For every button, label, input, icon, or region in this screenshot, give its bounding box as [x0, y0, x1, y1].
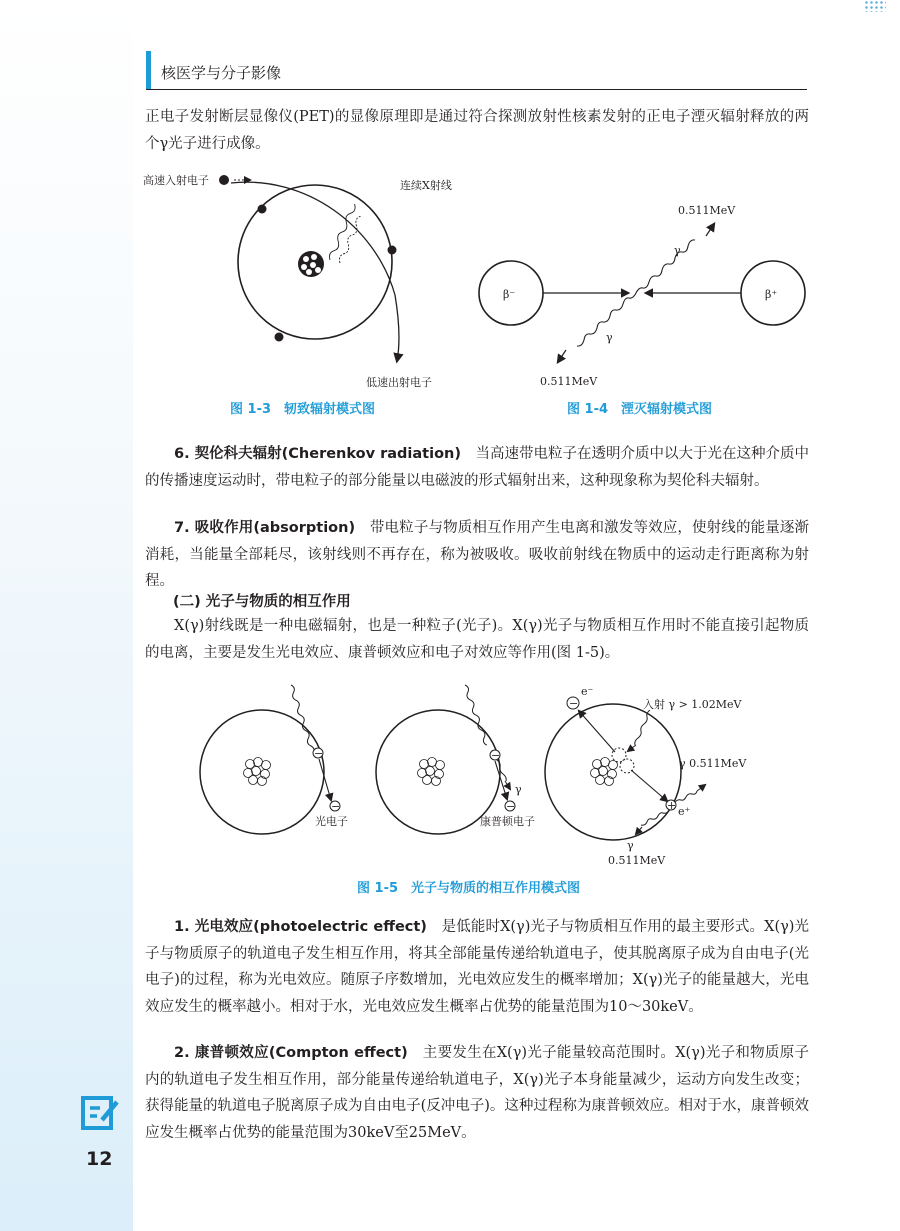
intro-paragraph: 正电子发射断层显像仪(PET)的显像原理即是通过符合探测放射性核素发射的正电子湮灭辐射释放的两个γ光子进行成像。 — [145, 109, 809, 152]
page-number: 12 — [86, 1148, 113, 1170]
photoelectric-heading: 1. 光电效应(photoelectric effect) — [174, 919, 427, 935]
incoming-electron-label: 高速入射电子 — [143, 174, 209, 187]
photoelectric-text: 是低能时X(γ)光子与物质相互作用的最主要形式。X(γ)光子与物质原子的轨道电子发生相互作用，将其全部能量传递给轨道电子，使其脱离原子成为自由电子(光电子)的过程，称为光电效应。随原子序数增加，光电效应发生的概率增加；X(γ)光子的能量越大，光电效应发生的概率越小。相对于水，光电效应发生概率占优势的能量范围为10～30keV。 — [145, 919, 810, 1015]
photoelectron-label: 光电子 — [315, 815, 348, 828]
energy-bottom-label: 0.511MeV — [540, 375, 598, 388]
gamma-bottom-label: γ — [606, 331, 613, 344]
compton-heading: 2. 康普顿效应(Compton effect) — [174, 1045, 408, 1061]
section-7-text: 带电粒子与物质相互作用产生电离和激发等效应，使射线的能量逐渐消耗，当能量全部耗尽，该射线则不再存在，称为被吸收。吸收前射线在物质中的运动走行距离称为射程。 — [145, 520, 810, 589]
note-edit-icon — [80, 1092, 120, 1132]
svg-text:−: − — [569, 697, 579, 710]
figure-1-3-bremsstrahlung — [135, 165, 485, 390]
compton-text: 主要发生在X(γ)光子能量较高范围时。X(γ)光子和物质原子内的轨道电子发生相互作用，部分能量传递给轨道电子，X(γ)光子本身能量减少，运动方向发生改变；获得能量的轨道电子脱离原子成为自由电子(反冲电子)。这种过程称为康普顿效应。相对于水，康普顿效应发生概率占优势的能量范围为30keV至25MeV。 — [145, 1045, 810, 1141]
figure-1-3-caption: 图 1-3 轫致辐射模式图 — [230, 402, 376, 417]
svg-text:+: + — [667, 799, 677, 812]
svg-text:−: − — [314, 747, 324, 760]
compton-atom — [376, 684, 535, 834]
svg-text:−: − — [491, 749, 501, 762]
gamma-energy-bottom-label: 0.511MeV — [608, 854, 666, 867]
section-6-text: 当高速带电粒子在透明介质中以大于光在这种介质中的传播速度运动时，带电粒子的部分能量以电磁波的形式辐射出来，这种现象称为契伦科夫辐射。 — [145, 446, 810, 489]
photon-intro-paragraph: X(γ)射线既是一种电磁辐射，也是一种粒子(光子)。X(γ)光子与物质相互作用时不能直接引起物质的电离，主要是发生光电效应、康普顿效应和电子对效应等作用(图 1-5)。 — [145, 618, 809, 661]
figure-1-5-caption: 图 1-5 光子与物质的相互作用模式图 — [357, 881, 581, 896]
electron-plus-label: e⁺ — [678, 805, 691, 818]
nucleus — [298, 251, 324, 277]
side-band — [0, 0, 133, 1231]
section-7-paragraph — [145, 515, 809, 595]
gamma-wave-up — [636, 240, 695, 293]
photoelectric-atom — [200, 684, 348, 834]
section-6-heading: 6. 契伦科夫辐射(Cherenkov radiation) — [174, 446, 461, 462]
running-header-title: 核医学与分子影像 — [161, 64, 282, 82]
energy-top-label: 0.511MeV — [678, 204, 736, 217]
incoming-electron — [219, 175, 229, 185]
figure-1-4-caption: 图 1-4 湮灭辐射模式图 — [567, 402, 713, 417]
section-6-paragraph — [145, 441, 809, 494]
beta-minus-label: β⁻ — [503, 288, 516, 301]
beta-plus-label: β⁺ — [765, 288, 778, 301]
xray-wave — [320, 204, 364, 260]
electron-minus-label: e⁻ — [581, 685, 594, 698]
gamma-top-label: γ — [674, 244, 681, 257]
section-7-heading: 7. 吸收作用(absorption) — [174, 520, 356, 536]
figure-1-5-photon-interactions — [195, 675, 755, 870]
incident-gamma-label: 入射 γ > 1.02MeV — [643, 698, 742, 711]
header-rule — [146, 89, 807, 90]
header-accent-bar — [146, 51, 151, 89]
svg-text:−: − — [506, 800, 516, 813]
gamma-energy-right-label: γ 0.511MeV — [679, 757, 747, 770]
corner-dots-decoration — [864, 0, 886, 12]
gamma-symbol-bottom: γ — [627, 839, 634, 852]
xray-label: 连续X射线 — [400, 179, 452, 192]
subsection-heading: (二) 光子与物质的相互作用 — [173, 594, 351, 610]
compton-electron-label: 康普顿电子 — [480, 815, 535, 828]
pair-production-atom — [545, 685, 747, 867]
photoelectric-paragraph — [145, 914, 809, 1020]
compton-paragraph — [145, 1040, 809, 1146]
svg-text:−: − — [331, 800, 341, 813]
figure-1-4-annihilation — [478, 196, 818, 396]
svg-text:γ: γ — [515, 783, 522, 796]
outgoing-electron-label: 低速出射电子 — [366, 376, 432, 389]
